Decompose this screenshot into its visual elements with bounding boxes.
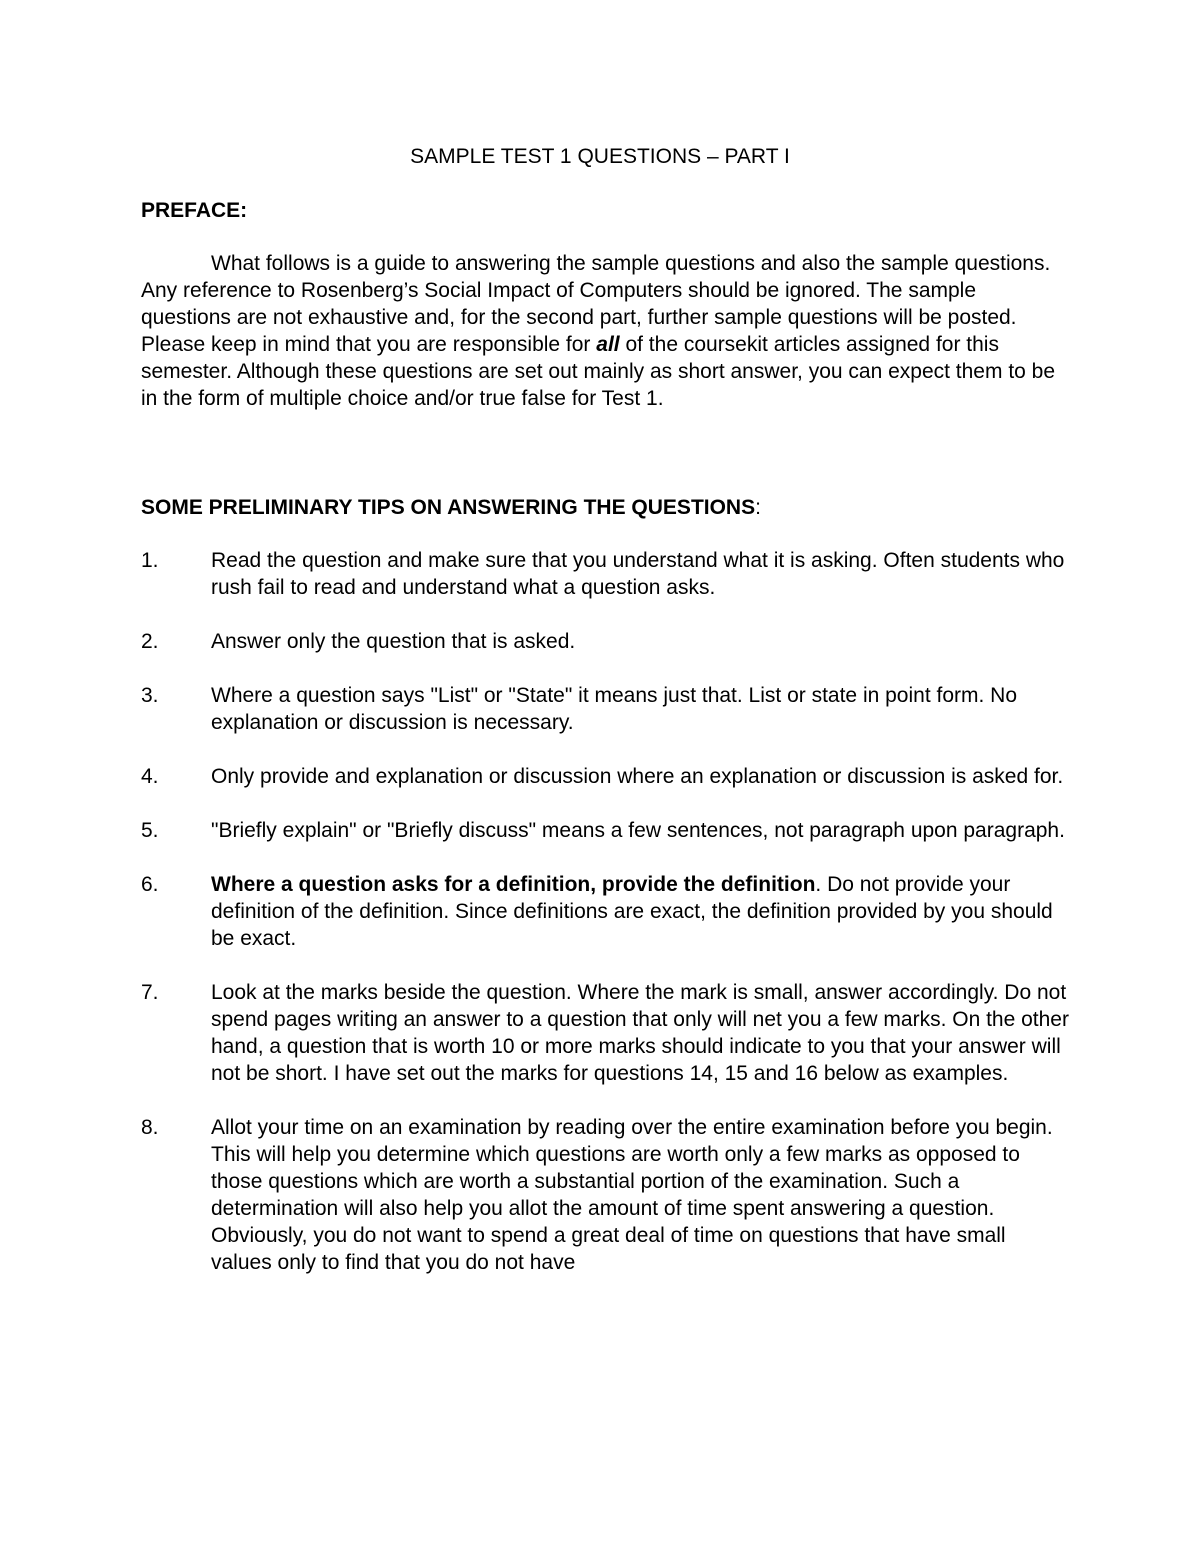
tips-heading-text: SOME PRELIMINARY TIPS ON ANSWERING THE QUESTIONS	[141, 496, 756, 519]
list-item-text: "Briefly explain" or "Briefly discuss" means a few sentences, not paragraph upon paragraph.	[211, 819, 1065, 842]
preface-heading: PREFACE:	[141, 199, 248, 222]
list-item-number: 8.	[141, 1116, 159, 1139]
list-item-number: 3.	[141, 684, 159, 707]
list-item-number: 5.	[141, 819, 159, 842]
list-item	[141, 1114, 1071, 1276]
list-item-text	[211, 871, 1071, 952]
preface-text-part1: What follows is a guide to answering the sample questions and also the sample questions. Any reference to Rosenberg’s Social Impact of Computers should be ignored. The sample questions are not exhaustive and, for the second part, further sample questions will be posted. Please keep in mind that you are responsible for	[141, 252, 1051, 356]
preface-paragraph	[141, 250, 1071, 412]
list-item-text: Answer only the question that is asked.	[211, 630, 576, 653]
list-item	[141, 763, 1071, 790]
list-item-number: 6.	[141, 873, 159, 896]
tips-list	[141, 547, 1071, 1303]
list-item-number: 2.	[141, 630, 159, 653]
list-item	[141, 871, 1071, 952]
list-item-text: Look at the marks beside the question. Where the mark is small, answer accordingly. Do not spend pages writing an answer to a question that only will net you a few marks. On the other hand, a question that is worth 10 or more marks should indicate to you that your answer will not be short. I have set out the marks for questions 14, 15 and 16 below as examples.	[211, 981, 1069, 1085]
list-item	[141, 682, 1071, 736]
list-item	[141, 979, 1071, 1087]
tips-heading	[141, 494, 761, 521]
list-item	[141, 628, 1071, 655]
list-item-rest-text: . Do not provide your definition of the definition. Since definitions are exact, the definition provided by you should be exact.	[211, 873, 1053, 950]
list-item-text: Allot your time on an examination by reading over the entire examination before you begin. This will help you determine which questions are worth only a few marks as opposed to those questions which are worth a substantial portion of the examination. Such a determination will also help you allot the amount of time spent answering a question. Obviously, you do not want to spend a great deal of time on questions that have small values only to find that you do not have	[211, 1116, 1053, 1274]
preface-emphasis: all	[596, 333, 620, 356]
list-item	[141, 547, 1071, 601]
list-item-number: 4.	[141, 765, 159, 788]
document-title: SAMPLE TEST 1 QUESTIONS – PART I	[410, 145, 790, 168]
tips-heading-colon: :	[755, 496, 761, 519]
list-item-text: Only provide and explanation or discussion where an explanation or discussion is asked for.	[211, 765, 1064, 788]
list-item-text: Where a question says "List" or "State" it means just that. List or state in point form. No explanation or discussion is necessary.	[211, 684, 1018, 734]
list-item-number: 7.	[141, 981, 159, 1004]
list-item-text: Read the question and make sure that you understand what it is asking. Often students who rush fail to read and understand what a question asks.	[211, 549, 1065, 599]
list-item-bold-text: Where a question asks for a definition, provide the definition	[211, 873, 816, 896]
preface-text-part2: of the coursekit articles assigned for this semester. Although these questions are set out mainly as short answer, you can expect them to be in the form of multiple choice and/or true false for Test 1.	[141, 333, 1056, 410]
list-item-number: 1.	[141, 549, 159, 572]
list-item	[141, 817, 1071, 844]
